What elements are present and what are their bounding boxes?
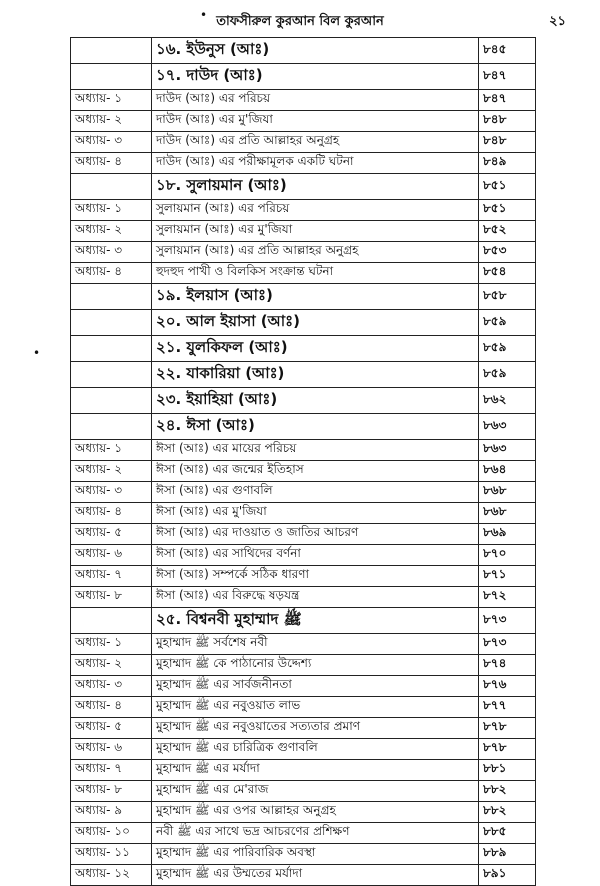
chapter-row — [71, 545, 536, 566]
chapter-title: ঈসা (আঃ) এর মু'জিযা — [152, 503, 479, 524]
chapter-row — [71, 263, 536, 284]
chapter-row — [71, 566, 536, 587]
chapter-title: সুলায়মান (আঃ) এর প্রতি আল্লাহর অনুগ্রহ — [152, 242, 479, 263]
page-ref: ৮৬৩ — [479, 440, 536, 461]
page-ref: ৮৪৮ — [479, 111, 536, 132]
page-ref: ৮৭৩ — [479, 634, 536, 655]
prophet-title: ১৯. ইলয়াস (আঃ) — [152, 284, 479, 310]
chapter-title: দাউদ (আঃ) এর মু'জিযা — [152, 111, 479, 132]
page-ref: ৮৫২ — [479, 221, 536, 242]
prophet-title: ২৩. ইয়াহিয়া (আঃ) — [152, 388, 479, 414]
chapter-title: দাউদ (আঃ) এর পরীক্ষামূলক একটি ঘটনা — [152, 153, 479, 174]
chapter-label: অধ্যায়- ২ — [71, 111, 152, 132]
chapter-label: অধ্যায়- ৪ — [71, 503, 152, 524]
page-number: ২১ — [549, 14, 566, 29]
page-ref: ৮৯১ — [479, 865, 536, 886]
page-ref: ৮৫৯ — [479, 310, 536, 336]
chapter-label — [71, 362, 152, 388]
chapter-label: অধ্যায়- ৩ — [71, 242, 152, 263]
page-ref: ৮৫৮ — [479, 284, 536, 310]
page-ref: ৮৫৪ — [479, 263, 536, 284]
page-ref: ৮৮৫ — [479, 823, 536, 844]
page-ref: ৮৭২ — [479, 587, 536, 608]
prophet-title: ২১. যুলকিফল (আঃ) — [152, 336, 479, 362]
page-ref: ৮৭১ — [479, 566, 536, 587]
prophet-title: ১৮. সুলায়মান (আঃ) — [152, 174, 479, 200]
page-ref: ৮৭৩ — [479, 608, 536, 634]
chapter-row — [71, 655, 536, 676]
prophet-row — [71, 64, 536, 90]
chapter-label: অধ্যায়- ৪ — [71, 263, 152, 284]
chapter-label: অধ্যায়- ৬ — [71, 739, 152, 760]
prophet-row — [71, 362, 536, 388]
chapter-row — [71, 221, 536, 242]
chapter-row — [71, 461, 536, 482]
chapter-title: ঈসা (আঃ) এর বিরুদ্ধে ষড়যন্ত্র — [152, 587, 479, 608]
page-ref: ৮৬৮ — [479, 482, 536, 503]
chapter-label: অধ্যায়- ৬ — [71, 545, 152, 566]
chapter-label: অধ্যায়- ৪ — [71, 153, 152, 174]
prophet-title: ১৭. দাউদ (আঃ) — [152, 64, 479, 90]
page-ref: ৮৭৮ — [479, 718, 536, 739]
page-ref: ৮৭০ — [479, 545, 536, 566]
chapter-label — [71, 336, 152, 362]
chapter-label — [71, 64, 152, 90]
prophet-row — [71, 174, 536, 200]
chapter-row — [71, 676, 536, 697]
chapter-title: মুহাম্মাদ ﷺ এর ওপর আল্লাহর অনুগ্রহ — [152, 802, 479, 823]
chapter-row — [71, 760, 536, 781]
chapter-row — [71, 440, 536, 461]
chapter-title: মুহাম্মাদ ﷺ সর্বশেষ নবী — [152, 634, 479, 655]
chapter-label: অধ্যায়- ৭ — [71, 760, 152, 781]
chapter-title: সুলায়মান (আঃ) এর পরিচয় — [152, 200, 479, 221]
chapter-label: অধ্যায়- ৯ — [71, 802, 152, 823]
toc-body — [71, 38, 536, 886]
chapter-title: ঈসা (আঃ) এর গুণাবলি — [152, 482, 479, 503]
page-ref: ৮৫১ — [479, 174, 536, 200]
page-ref: ৮৮২ — [479, 781, 536, 802]
prophet-title: ২৫. বিশ্বনবী মুহাম্মাদ ﷺ — [152, 608, 479, 634]
prophet-title: ১৬. ইউনুস (আঃ) — [152, 38, 479, 64]
chapter-label: অধ্যায়- ৮ — [71, 587, 152, 608]
chapter-row — [71, 844, 536, 865]
page-ref: ৮৫১ — [479, 200, 536, 221]
chapter-label: অধ্যায়- ১২ — [71, 865, 152, 886]
page-ref: ৮৬৪ — [479, 461, 536, 482]
page-ref: ৮৬৯ — [479, 524, 536, 545]
chapter-row — [71, 200, 536, 221]
page-ref: ৮৬২ — [479, 388, 536, 414]
chapter-title: ঈসা (আঃ) এর জন্মের ইতিহাস — [152, 461, 479, 482]
page-ref: ৮৪৭ — [479, 90, 536, 111]
chapter-row — [71, 781, 536, 802]
chapter-label: অধ্যায়- ৩ — [71, 676, 152, 697]
chapter-title: মুহাম্মাদ ﷺ এর নবুওয়াত লাভ — [152, 697, 479, 718]
chapter-row — [71, 132, 536, 153]
chapter-row — [71, 739, 536, 760]
page-ref: ৮৬৩ — [479, 414, 536, 440]
page-ref: ৮৫৩ — [479, 242, 536, 263]
chapter-label: অধ্যায়- ৭ — [71, 566, 152, 587]
chapter-title: ঈসা (আঃ) সম্পর্কে সঠিক ধারণা — [152, 566, 479, 587]
chapter-row — [71, 524, 536, 545]
chapter-row — [71, 865, 536, 886]
chapter-row — [71, 153, 536, 174]
chapter-title: মুহাম্মাদ ﷺ এর চারিত্রিক গুণাবলি — [152, 739, 479, 760]
chapter-label: অধ্যায়- ১ — [71, 440, 152, 461]
page-ref: ৮৭৬ — [479, 676, 536, 697]
chapter-label — [71, 388, 152, 414]
chapter-label — [71, 284, 152, 310]
prophet-row — [71, 388, 536, 414]
chapter-label — [71, 608, 152, 634]
page-ref: ৮৮১ — [479, 760, 536, 781]
chapter-row — [71, 823, 536, 844]
chapter-row — [71, 90, 536, 111]
page-ref: ৮৪৫ — [479, 38, 536, 64]
chapter-row — [71, 242, 536, 263]
running-title: তাফসীরুল কুরআন বিল কুরআন — [216, 14, 384, 29]
chapter-label: অধ্যায়- ৮ — [71, 781, 152, 802]
prophet-row — [71, 38, 536, 64]
prophet-row — [71, 414, 536, 440]
chapter-label — [71, 174, 152, 200]
chapter-row — [71, 111, 536, 132]
page-ref: ৮৫৯ — [479, 362, 536, 388]
chapter-row — [71, 634, 536, 655]
chapter-title: মুহাম্মাদ ﷺ এর মর্যাদা — [152, 760, 479, 781]
prophet-row — [71, 310, 536, 336]
chapter-row — [71, 482, 536, 503]
chapter-label: অধ্যায়- ১০ — [71, 823, 152, 844]
chapter-label: অধ্যায়- ৩ — [71, 482, 152, 503]
prophet-title: ২৪. ঈসা (আঃ) — [152, 414, 479, 440]
chapter-row — [71, 697, 536, 718]
chapter-title: ঈসা (আঃ) এর সাথিদের বর্ণনা — [152, 545, 479, 566]
chapter-label — [71, 38, 152, 64]
prophet-row — [71, 284, 536, 310]
page-ref: ৮৪৮ — [479, 132, 536, 153]
chapter-row — [71, 587, 536, 608]
prophet-row — [71, 336, 536, 362]
page-header — [0, 8, 600, 36]
chapter-row — [71, 718, 536, 739]
chapter-label: অধ্যায়- ৩ — [71, 132, 152, 153]
prophet-row — [71, 608, 536, 634]
chapter-label: অধ্যায়- ৪ — [71, 697, 152, 718]
chapter-title: ঈসা (আঃ) এর দাওয়াত ও জাতির আচরণ — [152, 524, 479, 545]
chapter-title: মুহাম্মাদ ﷺ এর পারিবারিক অবস্থা — [152, 844, 479, 865]
chapter-row — [71, 802, 536, 823]
chapter-label: অধ্যায়- ১ — [71, 90, 152, 111]
header-mark: • — [200, 8, 208, 22]
chapter-row — [71, 503, 536, 524]
page-ref: ৮৪৯ — [479, 153, 536, 174]
chapter-label: অধ্যায়- ৫ — [71, 718, 152, 739]
chapter-label: অধ্যায়- ২ — [71, 655, 152, 676]
chapter-title: দাউদ (আঃ) এর প্রতি আল্লাহর অনুগ্রহ — [152, 132, 479, 153]
chapter-title: মুহাম্মাদ ﷺ এর উম্মতের মর্যাদা — [152, 865, 479, 886]
chapter-label: অধ্যায়- ১১ — [71, 844, 152, 865]
prophet-title: ২২. যাকারিয়া (আঃ) — [152, 362, 479, 388]
chapter-title: সুলায়মান (আঃ) এর মু'জিযা — [152, 221, 479, 242]
page-ref: ৮৮৯ — [479, 844, 536, 865]
page-ref: ৮৪৭ — [479, 64, 536, 90]
page-ref: ৮৭৮ — [479, 739, 536, 760]
chapter-label: অধ্যায়- ৫ — [71, 524, 152, 545]
chapter-label: অধ্যায়- ১ — [71, 634, 152, 655]
chapter-title: ঈসা (আঃ) এর মায়ের পরিচয় — [152, 440, 479, 461]
chapter-title: মুহাম্মাদ ﷺ এর নবুওয়াতের সত্যতার প্রমাণ — [152, 718, 479, 739]
table-of-contents — [70, 37, 536, 886]
page-ref: ৮৭৪ — [479, 655, 536, 676]
chapter-label: অধ্যায়- ২ — [71, 461, 152, 482]
chapter-title: মুহাম্মাদ ﷺ কে পাঠানোর উদ্দেশ্য — [152, 655, 479, 676]
chapter-label: অধ্যায়- ১ — [71, 200, 152, 221]
page-ref: ৮৮২ — [479, 802, 536, 823]
chapter-title: নবী ﷺ এর সাথে ভদ্র আচরণের প্রশিক্ষণ — [152, 823, 479, 844]
page-ref: ৮৫৯ — [479, 336, 536, 362]
prophet-title: ২০. আল ইয়াসা (আঃ) — [152, 310, 479, 336]
margin-mark: • — [33, 346, 41, 360]
chapter-title: দাউদ (আঃ) এর পরিচয় — [152, 90, 479, 111]
chapter-title: হুদহুদ পাখী ও বিলকিস সংক্রান্ত ঘটনা — [152, 263, 479, 284]
chapter-label — [71, 310, 152, 336]
chapter-label — [71, 414, 152, 440]
chapter-title: মুহাম্মাদ ﷺ এর সার্বজনীনতা — [152, 676, 479, 697]
chapter-label: অধ্যায়- ২ — [71, 221, 152, 242]
page-ref: ৮৬৮ — [479, 503, 536, 524]
page-ref: ৮৭৭ — [479, 697, 536, 718]
chapter-title: মুহাম্মাদ ﷺ এর মে'রাজ — [152, 781, 479, 802]
